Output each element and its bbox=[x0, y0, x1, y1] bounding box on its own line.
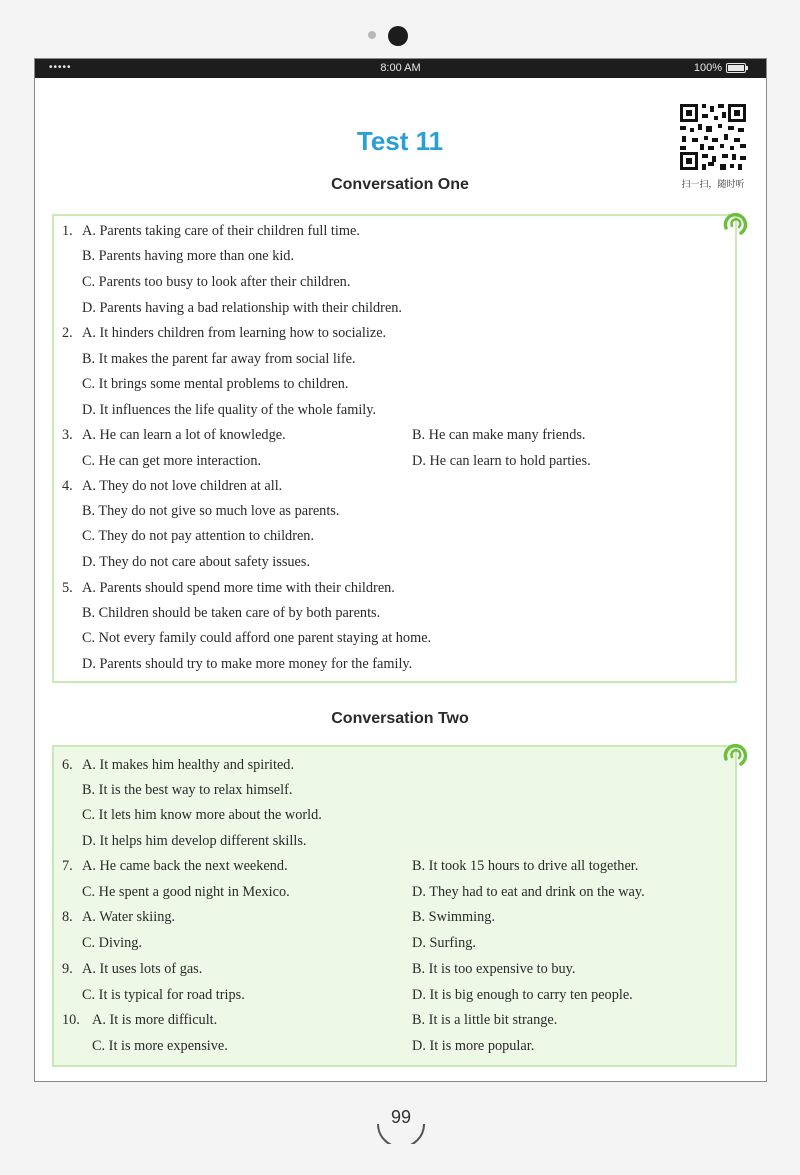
option-c[interactable]: C. He can get more interaction. bbox=[82, 453, 262, 469]
option-d[interactable]: D. It helps him develop different skills. bbox=[82, 833, 307, 849]
question-number: 2. bbox=[62, 325, 73, 341]
option-a[interactable]: A. It uses lots of gas. bbox=[82, 961, 203, 977]
question-number: 7. bbox=[62, 858, 73, 874]
option-d[interactable]: D. It influences the life quality of the whole family. bbox=[82, 402, 377, 418]
option-b[interactable]: B. They do not give so much love as parents. bbox=[82, 503, 340, 519]
option-c[interactable]: C. It is typical for road trips. bbox=[82, 987, 245, 1003]
option-c[interactable]: C. It brings some mental problems to children. bbox=[82, 376, 349, 392]
question-number: 10. bbox=[62, 1012, 80, 1028]
section-title-conversation-one: Conversation One bbox=[331, 176, 469, 193]
option-a[interactable]: A. They do not love children at all. bbox=[82, 478, 283, 494]
option-d[interactable]: D. They do not care about safety issues. bbox=[82, 554, 311, 570]
option-a[interactable]: A. It is more difficult. bbox=[92, 1012, 218, 1028]
signal-indicator: ••••• bbox=[49, 62, 72, 73]
option-c[interactable]: C. It is more expensive. bbox=[92, 1038, 228, 1054]
option-c[interactable]: C. Not every family could afford one parent staying at home. bbox=[82, 630, 432, 646]
option-b[interactable]: B. It took 15 hours to drive all together. bbox=[412, 858, 639, 874]
section-title-conversation-two: Conversation Two bbox=[331, 710, 469, 727]
status-bar bbox=[35, 59, 766, 78]
question-number: 9. bbox=[62, 961, 73, 977]
option-d[interactable]: D. Surfing. bbox=[412, 935, 476, 951]
qr-caption: 扫一扫，随时听 bbox=[681, 180, 745, 190]
battery-percent: 100% bbox=[693, 62, 722, 74]
qr-code-icon[interactable] bbox=[678, 102, 748, 172]
option-c[interactable]: C. It lets him know more about the world. bbox=[82, 807, 322, 823]
status-time: 8:00 AM bbox=[380, 62, 421, 74]
question-number: 1. bbox=[62, 223, 73, 239]
camera-dot-small bbox=[368, 31, 376, 39]
battery-icon bbox=[726, 63, 746, 73]
page-number-badge bbox=[372, 1094, 430, 1144]
page-title: Test 11 bbox=[356, 126, 444, 156]
option-a[interactable]: A. Parents should spend more time with their children. bbox=[82, 580, 395, 596]
option-b[interactable]: B. It is the best way to relax himself. bbox=[82, 782, 293, 798]
audio-circle-icon[interactable] bbox=[721, 210, 749, 238]
audio-circle-icon[interactable] bbox=[721, 741, 749, 769]
option-d[interactable]: D. Parents having a bad relationship with their children. bbox=[82, 300, 403, 316]
option-b[interactable]: B. Children should be taken care of by both parents. bbox=[82, 605, 381, 621]
question-number: 5. bbox=[62, 580, 73, 596]
option-a[interactable]: A. It hinders children from learning how to socialize. bbox=[82, 325, 387, 341]
option-a[interactable]: A. Water skiing. bbox=[82, 909, 176, 925]
option-b[interactable]: B. It is too expensive to buy. bbox=[412, 961, 576, 977]
option-d[interactable]: D. It is more popular. bbox=[412, 1038, 535, 1054]
option-a[interactable]: A. Parents taking care of their children full time. bbox=[82, 223, 360, 239]
camera-dot bbox=[388, 26, 408, 46]
option-c[interactable]: C. He spent a good night in Mexico. bbox=[82, 884, 290, 900]
question-number: 8. bbox=[62, 909, 73, 925]
option-d[interactable]: D. Parents should try to make more money for the family. bbox=[82, 656, 413, 672]
option-c[interactable]: C. They do not pay attention to children. bbox=[82, 528, 315, 544]
question-number: 6. bbox=[62, 757, 73, 773]
option-c[interactable]: C. Diving. bbox=[82, 935, 142, 951]
option-d[interactable]: D. He can learn to hold parties. bbox=[412, 453, 591, 469]
option-c[interactable]: C. Parents too busy to look after their children. bbox=[82, 274, 351, 290]
option-b[interactable]: B. It is a little bit strange. bbox=[412, 1012, 558, 1028]
option-a[interactable]: A. It makes him healthy and spirited. bbox=[82, 757, 295, 773]
option-b[interactable]: B. Swimming. bbox=[412, 909, 496, 925]
option-a[interactable]: A. He came back the next weekend. bbox=[82, 858, 288, 874]
question-number: 4. bbox=[62, 478, 73, 494]
option-d[interactable]: D. It is big enough to carry ten people. bbox=[412, 987, 633, 1003]
question-number: 3. bbox=[62, 427, 73, 443]
option-b[interactable]: B. Parents having more than one kid. bbox=[82, 248, 295, 264]
page-number: 99 bbox=[390, 1107, 412, 1127]
option-b[interactable]: B. He can make many friends. bbox=[412, 427, 586, 443]
option-d[interactable]: D. They had to eat and drink on the way. bbox=[412, 884, 645, 900]
option-b[interactable]: B. It makes the parent far away from social life. bbox=[82, 351, 356, 367]
option-a[interactable]: A. He can learn a lot of knowledge. bbox=[82, 427, 286, 443]
